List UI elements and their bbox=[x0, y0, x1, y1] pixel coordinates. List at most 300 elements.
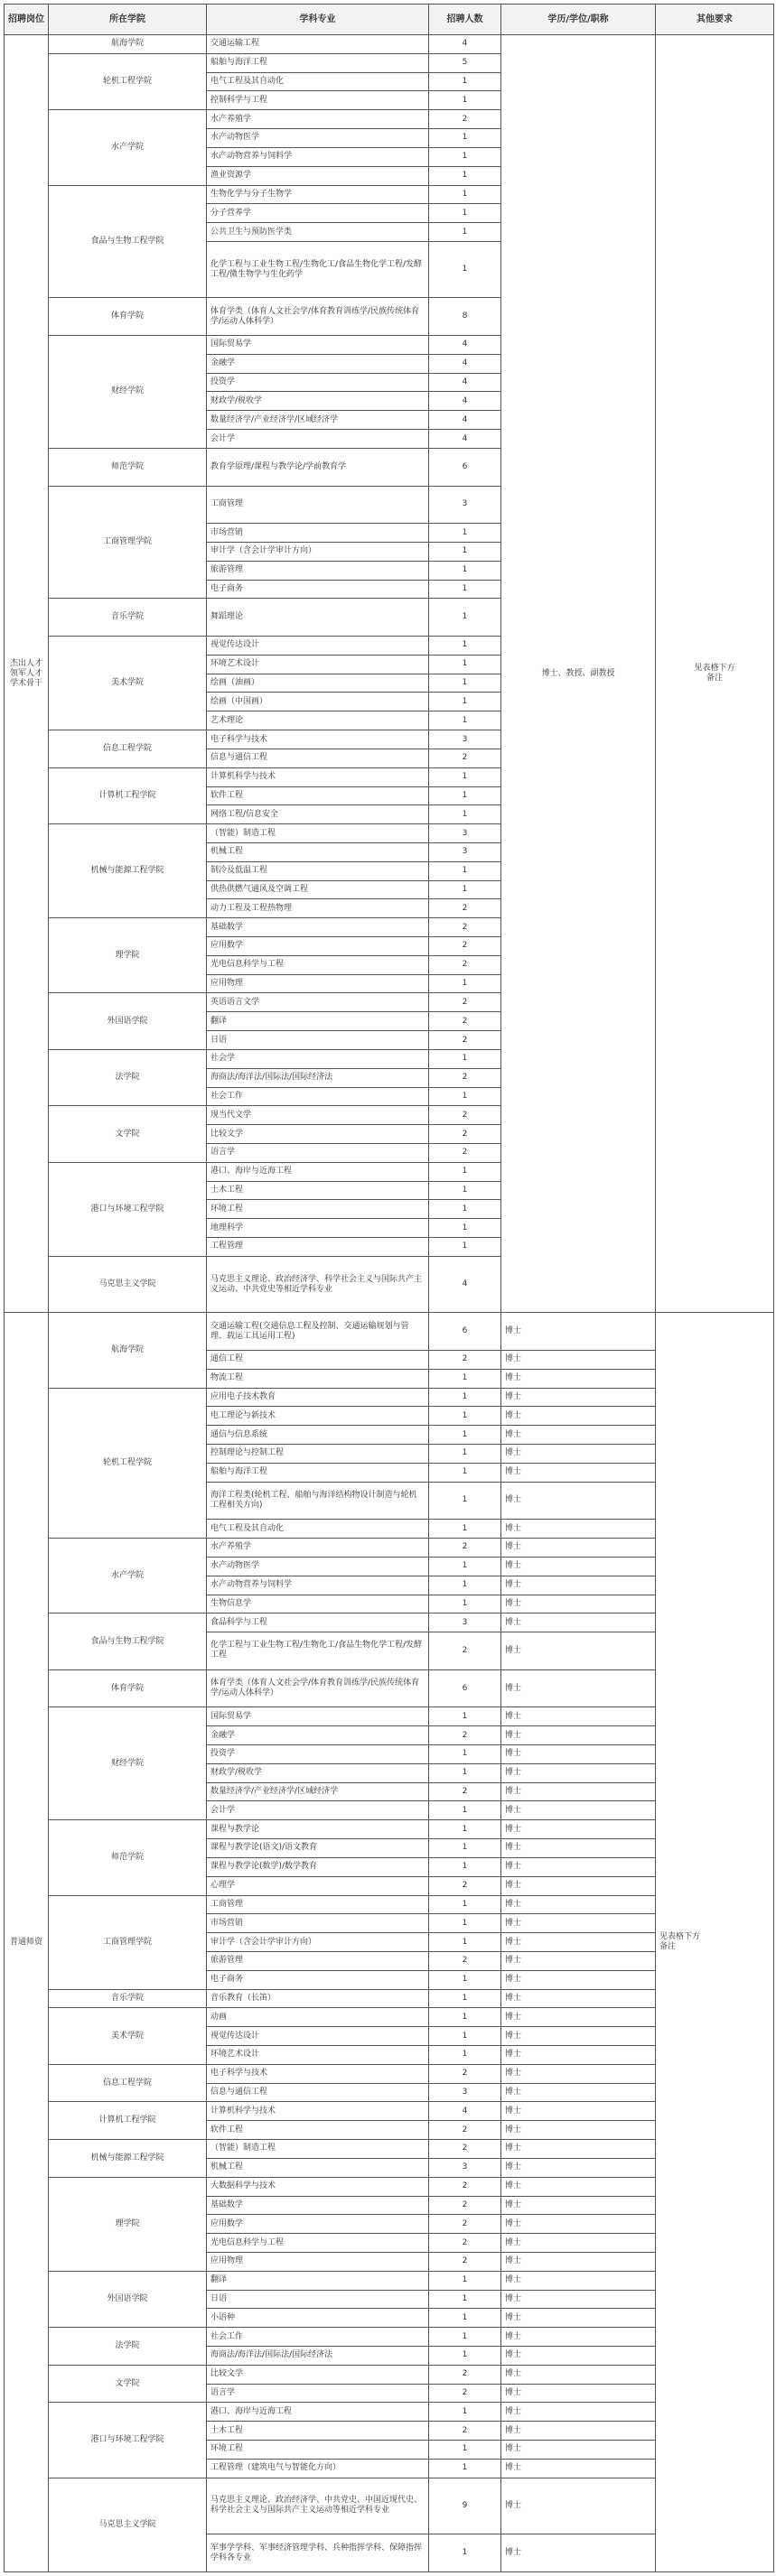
college-cell: 文学院 bbox=[49, 2365, 207, 2403]
major-cell: 心理学 bbox=[207, 1876, 429, 1895]
major-cell: 信息与通信工程 bbox=[207, 2083, 429, 2102]
major-cell: 会计学 bbox=[207, 1801, 429, 1820]
degree-cell: 博士 bbox=[501, 2196, 656, 2215]
degree-cell: 博士 bbox=[501, 2215, 656, 2234]
degree-cell: 博士 bbox=[501, 1801, 656, 1820]
college-cell: 工商管理学院 bbox=[49, 486, 207, 599]
major-cell: 马克思主义理论、政治经济学、中共党史、中国近现代史、科学社会主义与国际共产主义运动等相近学科专业 bbox=[207, 2478, 429, 2534]
degree-cell: 博士 bbox=[501, 2478, 656, 2534]
college-cell: 机械与能源工程学院 bbox=[49, 824, 207, 918]
major-cell: 金融学 bbox=[207, 1726, 429, 1745]
count-cell: 6 bbox=[429, 448, 501, 486]
major-cell: 光电信息科学与工程 bbox=[207, 955, 429, 974]
degree-cell: 博士 bbox=[501, 2441, 656, 2460]
college-cell: 外国语学院 bbox=[49, 993, 207, 1049]
college-cell: 航海学院 bbox=[49, 1313, 207, 1388]
header-row bbox=[5, 5, 774, 35]
college-cell: 音乐学院 bbox=[49, 599, 207, 637]
count-cell: 1 bbox=[429, 241, 501, 297]
count-cell: 4 bbox=[429, 336, 501, 355]
major-cell: 软件工程 bbox=[207, 786, 429, 805]
major-cell: 动力工程及工程热物理 bbox=[207, 899, 429, 918]
count-cell: 1 bbox=[429, 1369, 501, 1388]
count-cell: 2 bbox=[429, 2365, 501, 2384]
degree-cell: 博士 bbox=[501, 1951, 656, 1970]
college-cell: 理学院 bbox=[49, 918, 207, 993]
requirement-cell: 见表格下方 备注 bbox=[656, 1313, 774, 2572]
college-cell: 轮机工程学院 bbox=[49, 53, 207, 109]
count-cell: 1 bbox=[429, 974, 501, 993]
count-cell: 4 bbox=[429, 373, 501, 392]
count-cell: 1 bbox=[429, 2027, 501, 2046]
count-cell: 1 bbox=[429, 2271, 501, 2290]
major-cell: （智能）制造工程 bbox=[207, 2140, 429, 2159]
count-cell: 1 bbox=[429, 861, 501, 880]
major-cell: 水产动物营养与饲料学 bbox=[207, 147, 429, 166]
college-cell: 法学院 bbox=[49, 2328, 207, 2366]
table-row bbox=[5, 35, 774, 54]
count-cell: 2 bbox=[429, 2196, 501, 2215]
major-cell: 海商法/海洋法/国际法/国际经济法 bbox=[207, 2347, 429, 2366]
header-count: 招聘人数 bbox=[429, 5, 501, 35]
count-cell: 1 bbox=[429, 2008, 501, 2027]
count-cell: 1 bbox=[429, 637, 501, 656]
degree-cell: 博士 bbox=[501, 1763, 656, 1782]
count-cell: 3 bbox=[429, 824, 501, 843]
college-cell: 轮机工程学院 bbox=[49, 1388, 207, 1539]
count-cell: 2 bbox=[429, 1726, 501, 1745]
degree-cell: 博士 bbox=[501, 2290, 656, 2309]
major-cell: 软件工程 bbox=[207, 2121, 429, 2140]
count-cell: 2 bbox=[429, 2140, 501, 2159]
count-cell: 1 bbox=[429, 1801, 501, 1820]
degree-cell: 博士 bbox=[501, 1313, 656, 1351]
degree-cell: 博士 bbox=[501, 2102, 656, 2121]
count-cell: 2 bbox=[429, 2064, 501, 2083]
count-cell: 1 bbox=[429, 1763, 501, 1782]
count-cell: 3 bbox=[429, 730, 501, 749]
degree-cell: 博士 bbox=[501, 2027, 656, 2046]
college-cell: 马克思主义学院 bbox=[49, 1256, 207, 1312]
major-cell: 语言学 bbox=[207, 1143, 429, 1162]
major-cell: 日语 bbox=[207, 2290, 429, 2309]
count-cell: 3 bbox=[429, 1613, 501, 1632]
major-cell: 应用物理 bbox=[207, 2252, 429, 2271]
degree-cell: 博士 bbox=[501, 1933, 656, 1952]
major-cell: 音乐教育（长笛） bbox=[207, 1989, 429, 2008]
major-cell: 港口、海岸与近海工程 bbox=[207, 1162, 429, 1181]
degree-cell: 博士 bbox=[501, 2177, 656, 2196]
major-cell: 食品科学与工程 bbox=[207, 1613, 429, 1632]
major-cell: 工商管理 bbox=[207, 486, 429, 524]
major-cell: 旅游管理 bbox=[207, 561, 429, 580]
degree-cell: 博士 bbox=[501, 1782, 656, 1801]
degree-cell: 博士 bbox=[501, 1632, 656, 1670]
major-cell: 交通运输工程 bbox=[207, 35, 429, 54]
college-cell: 工商管理学院 bbox=[49, 1895, 207, 1989]
major-cell: 社会工作 bbox=[207, 2328, 429, 2347]
college-cell: 食品与生物工程学院 bbox=[49, 1613, 207, 1669]
degree-cell: 博士、教授、副教授 bbox=[501, 35, 656, 1313]
major-cell: 马克思主义理论、政治经济学、科学社会主义与国际共产主义运动、中共党史等相近学科专业 bbox=[207, 1256, 429, 1312]
count-cell: 1 bbox=[429, 1989, 501, 2008]
table-row bbox=[5, 1313, 774, 1351]
degree-cell: 博士 bbox=[501, 2234, 656, 2253]
college-cell: 外国语学院 bbox=[49, 2271, 207, 2327]
count-cell: 3 bbox=[429, 842, 501, 861]
major-cell: 绘画（中国画） bbox=[207, 693, 429, 711]
count-cell: 6 bbox=[429, 1313, 501, 1351]
major-cell: 数量经济学/产业经济学/区域经济学 bbox=[207, 411, 429, 430]
major-cell: 体育学类（体育人文社会学/体育教育训练学/民族传统体育学/运动人体科学） bbox=[207, 298, 429, 336]
major-cell: 生物信息学 bbox=[207, 1595, 429, 1613]
count-cell: 1 bbox=[429, 1388, 501, 1407]
major-cell: 电气工程及其自动化 bbox=[207, 72, 429, 91]
major-cell: 比较文学 bbox=[207, 2365, 429, 2384]
header-position: 招聘岗位 bbox=[5, 5, 49, 35]
major-cell: 土木工程 bbox=[207, 2422, 429, 2441]
major-cell: 电子商务 bbox=[207, 580, 429, 599]
count-cell: 2 bbox=[429, 1951, 501, 1970]
major-cell: 动画 bbox=[207, 2008, 429, 2027]
college-cell: 美术学院 bbox=[49, 637, 207, 730]
count-cell: 4 bbox=[429, 411, 501, 430]
count-cell: 4 bbox=[429, 430, 501, 449]
position-cell: 杰出人才 领军人才 学术骨干 bbox=[5, 35, 49, 1313]
count-cell: 1 bbox=[429, 1895, 501, 1914]
major-cell: 投资学 bbox=[207, 373, 429, 392]
major-cell: 控制科学与工程 bbox=[207, 91, 429, 110]
degree-cell: 博士 bbox=[501, 1613, 656, 1632]
count-cell: 1 bbox=[429, 1162, 501, 1181]
table-body bbox=[5, 35, 774, 2572]
college-cell: 体育学院 bbox=[49, 298, 207, 336]
degree-cell: 博士 bbox=[501, 2121, 656, 2140]
major-cell: 军事学学科、军事经济管理学科、兵种指挥学科、保障指挥学科各专业 bbox=[207, 2534, 429, 2572]
major-cell: 水产动物营养与饲料学 bbox=[207, 1576, 429, 1595]
major-cell: 体育学类（体育人文社会学/体育教育训练学/民族传统体育学/运动人体科学） bbox=[207, 1669, 429, 1707]
major-cell: 财政学/税收学 bbox=[207, 1763, 429, 1782]
major-cell: 审计学（含会计学审计方向） bbox=[207, 1933, 429, 1952]
degree-cell: 博士 bbox=[501, 1895, 656, 1914]
count-cell: 2 bbox=[429, 918, 501, 937]
count-cell: 1 bbox=[429, 561, 501, 580]
major-cell: 财政学/税收学 bbox=[207, 392, 429, 411]
major-cell: 通信与信息系统 bbox=[207, 1426, 429, 1445]
count-cell: 1 bbox=[429, 767, 501, 786]
count-cell: 1 bbox=[429, 880, 501, 899]
major-cell: 翻译 bbox=[207, 1012, 429, 1031]
degree-cell: 博士 bbox=[501, 2271, 656, 2290]
count-cell: 2 bbox=[429, 2252, 501, 2271]
major-cell: 应用物理 bbox=[207, 974, 429, 993]
degree-cell: 博士 bbox=[501, 1839, 656, 1858]
major-cell: 计算机科学与技术 bbox=[207, 767, 429, 786]
requirement-cell: 见表格下方 备注 bbox=[656, 35, 774, 1313]
count-cell: 1 bbox=[429, 1576, 501, 1595]
major-cell: 应用数学 bbox=[207, 2215, 429, 2234]
degree-cell: 博士 bbox=[501, 2534, 656, 2572]
count-cell: 4 bbox=[429, 354, 501, 373]
count-cell: 2 bbox=[429, 2234, 501, 2253]
count-cell: 1 bbox=[429, 91, 501, 110]
recruitment-table bbox=[4, 4, 774, 2572]
count-cell: 1 bbox=[429, 1049, 501, 1068]
major-cell: 制冷及低温工程 bbox=[207, 861, 429, 880]
major-cell: 公共卫生与预防医学类 bbox=[207, 223, 429, 242]
major-cell: 港口、海岸与近海工程 bbox=[207, 2403, 429, 2422]
count-cell: 1 bbox=[429, 1745, 501, 1764]
degree-cell: 博士 bbox=[501, 1914, 656, 1933]
college-cell: 法学院 bbox=[49, 1049, 207, 1105]
degree-cell: 博士 bbox=[501, 1520, 656, 1539]
major-cell: 船舶与海洋工程 bbox=[207, 53, 429, 72]
count-cell: 1 bbox=[429, 542, 501, 561]
degree-cell: 博士 bbox=[501, 1745, 656, 1764]
degree-cell: 博士 bbox=[501, 1539, 656, 1558]
count-cell: 1 bbox=[429, 674, 501, 693]
major-cell: 翻译 bbox=[207, 2271, 429, 2290]
degree-cell: 博士 bbox=[501, 2347, 656, 2366]
major-cell: 旅游管理 bbox=[207, 1951, 429, 1970]
college-cell: 理学院 bbox=[49, 2177, 207, 2271]
major-cell: 国际贸易学 bbox=[207, 336, 429, 355]
major-cell: 水产养殖学 bbox=[207, 110, 429, 129]
degree-cell: 博士 bbox=[501, 1726, 656, 1745]
college-cell: 港口与环境工程学院 bbox=[49, 1162, 207, 1256]
major-cell: 视觉传达设计 bbox=[207, 637, 429, 656]
degree-cell: 博士 bbox=[501, 1707, 656, 1726]
count-cell: 1 bbox=[429, 580, 501, 599]
major-cell: 环境工程 bbox=[207, 2441, 429, 2460]
major-cell: 工程管理 bbox=[207, 1238, 429, 1257]
count-cell: 2 bbox=[429, 2384, 501, 2403]
count-cell: 1 bbox=[429, 166, 501, 185]
count-cell: 1 bbox=[429, 1426, 501, 1445]
count-cell: 2 bbox=[429, 2177, 501, 2196]
count-cell: 1 bbox=[429, 1707, 501, 1726]
header-college: 所在学院 bbox=[49, 5, 207, 35]
major-cell: 英语语言文学 bbox=[207, 993, 429, 1012]
count-cell: 2 bbox=[429, 1350, 501, 1369]
college-cell: 马克思主义学院 bbox=[49, 2478, 207, 2571]
degree-cell: 博士 bbox=[501, 2008, 656, 2027]
degree-cell: 博士 bbox=[501, 1595, 656, 1613]
count-cell: 1 bbox=[429, 147, 501, 166]
major-cell: 绘画（油画） bbox=[207, 674, 429, 693]
count-cell: 1 bbox=[429, 1839, 501, 1858]
count-cell: 2 bbox=[429, 899, 501, 918]
college-cell: 计算机工程学院 bbox=[49, 767, 207, 823]
major-cell: 电子科学与技术 bbox=[207, 2064, 429, 2083]
count-cell: 3 bbox=[429, 486, 501, 524]
major-cell: 机械工程 bbox=[207, 842, 429, 861]
degree-cell: 博士 bbox=[501, 2083, 656, 2102]
degree-cell: 博士 bbox=[501, 1557, 656, 1576]
count-cell: 6 bbox=[429, 1669, 501, 1707]
count-cell: 4 bbox=[429, 35, 501, 54]
major-cell: 艺术理论 bbox=[207, 711, 429, 730]
major-cell: 电子科学与技术 bbox=[207, 730, 429, 749]
count-cell: 2 bbox=[429, 2422, 501, 2441]
degree-cell: 博士 bbox=[501, 1989, 656, 2008]
college-cell: 计算机工程学院 bbox=[49, 2102, 207, 2140]
major-cell: 船舶与海洋工程 bbox=[207, 1463, 429, 1482]
major-cell: 分子营养学 bbox=[207, 204, 429, 223]
major-cell: 课程与教学论(语文)/语文教育 bbox=[207, 1839, 429, 1858]
degree-cell: 博士 bbox=[501, 2422, 656, 2441]
degree-cell: 博士 bbox=[501, 1820, 656, 1839]
count-cell: 5 bbox=[429, 53, 501, 72]
header-major: 学科专业 bbox=[207, 5, 429, 35]
count-cell: 1 bbox=[429, 2309, 501, 2328]
count-cell: 1 bbox=[429, 805, 501, 824]
major-cell: 教育学原理/课程与教学论/学前教育学 bbox=[207, 448, 429, 486]
college-cell: 师范学院 bbox=[49, 1820, 207, 1895]
major-cell: 计算机科学与技术 bbox=[207, 2102, 429, 2121]
count-cell: 1 bbox=[429, 2347, 501, 2366]
degree-cell: 博士 bbox=[501, 1369, 656, 1388]
count-cell: 2 bbox=[429, 1143, 501, 1162]
count-cell: 2 bbox=[429, 2121, 501, 2140]
major-cell: 基础数学 bbox=[207, 918, 429, 937]
header-requirement: 其他要求 bbox=[656, 5, 774, 35]
count-cell: 1 bbox=[429, 1087, 501, 1106]
major-cell: 控制理论与控制工程 bbox=[207, 1445, 429, 1464]
count-cell: 1 bbox=[429, 223, 501, 242]
degree-cell: 博士 bbox=[501, 2328, 656, 2347]
major-cell: 投资学 bbox=[207, 1745, 429, 1764]
major-cell: 电子商务 bbox=[207, 1970, 429, 1989]
count-cell: 1 bbox=[429, 204, 501, 223]
major-cell: 水产养殖学 bbox=[207, 1539, 429, 1558]
major-cell: 审计学（含会计学审计方向） bbox=[207, 542, 429, 561]
count-cell: 1 bbox=[429, 1238, 501, 1257]
major-cell: 基础数学 bbox=[207, 2196, 429, 2215]
count-cell: 1 bbox=[429, 1595, 501, 1613]
count-cell: 2 bbox=[429, 1632, 501, 1670]
count-cell: 1 bbox=[429, 2459, 501, 2478]
count-cell: 4 bbox=[429, 1256, 501, 1312]
degree-cell: 博士 bbox=[501, 1876, 656, 1895]
count-cell: 2 bbox=[429, 1031, 501, 1050]
count-cell: 1 bbox=[429, 1181, 501, 1200]
major-cell: 环境工程 bbox=[207, 1200, 429, 1219]
count-cell: 1 bbox=[429, 693, 501, 711]
degree-cell: 博士 bbox=[501, 1576, 656, 1595]
count-cell: 1 bbox=[429, 1970, 501, 1989]
major-cell: 物流工程 bbox=[207, 1369, 429, 1388]
college-cell: 航海学院 bbox=[49, 35, 207, 54]
college-cell: 体育学院 bbox=[49, 1669, 207, 1707]
major-cell: 现当代文学 bbox=[207, 1106, 429, 1125]
count-cell: 1 bbox=[429, 599, 501, 637]
college-cell: 港口与环境工程学院 bbox=[49, 2403, 207, 2478]
count-cell: 3 bbox=[429, 2083, 501, 2102]
degree-cell: 博士 bbox=[501, 1426, 656, 1445]
degree-cell: 博士 bbox=[501, 1669, 656, 1707]
count-cell: 2 bbox=[429, 1539, 501, 1558]
degree-cell: 博士 bbox=[501, 2459, 656, 2478]
count-cell: 1 bbox=[429, 1200, 501, 1219]
position-cell: 普通师资 bbox=[5, 1313, 49, 2572]
major-cell: 环境艺术设计 bbox=[207, 2046, 429, 2065]
degree-cell: 博士 bbox=[501, 2158, 656, 2177]
college-cell: 水产学院 bbox=[49, 1539, 207, 1613]
major-cell: 舞蹈理论 bbox=[207, 599, 429, 637]
major-cell: 土木工程 bbox=[207, 1181, 429, 1200]
major-cell: 工程管理（建筑电气与智能化方向） bbox=[207, 2459, 429, 2478]
count-cell: 1 bbox=[429, 1407, 501, 1426]
major-cell: 课程与教学论(数学)/数学教育 bbox=[207, 1857, 429, 1876]
count-cell: 1 bbox=[429, 655, 501, 674]
college-cell: 财经学院 bbox=[49, 1707, 207, 1820]
major-cell: 视觉传达设计 bbox=[207, 2027, 429, 2046]
degree-cell: 博士 bbox=[501, 1388, 656, 1407]
college-cell: 信息工程学院 bbox=[49, 730, 207, 768]
count-cell: 1 bbox=[429, 711, 501, 730]
degree-cell: 博士 bbox=[501, 1970, 656, 1989]
college-cell: 食品与生物工程学院 bbox=[49, 185, 207, 298]
college-cell: 水产学院 bbox=[49, 110, 207, 185]
count-cell: 1 bbox=[429, 1219, 501, 1238]
count-cell: 1 bbox=[429, 1445, 501, 1464]
count-cell: 2 bbox=[429, 1068, 501, 1087]
degree-cell: 博士 bbox=[501, 2403, 656, 2422]
major-cell: 水产动物医学 bbox=[207, 129, 429, 148]
count-cell: 1 bbox=[429, 2046, 501, 2065]
major-cell: 海洋工程类(轮机工程、船舶与海洋结构物设计制造与轮机工程相关方向) bbox=[207, 1482, 429, 1520]
major-cell: 网络工程/信息安全 bbox=[207, 805, 429, 824]
major-cell: 机械工程 bbox=[207, 2158, 429, 2177]
major-cell: 小语种 bbox=[207, 2309, 429, 2328]
major-cell: 环境艺术设计 bbox=[207, 655, 429, 674]
major-cell: 国际贸易学 bbox=[207, 1707, 429, 1726]
degree-cell: 博士 bbox=[501, 2046, 656, 2065]
count-cell: 1 bbox=[429, 1482, 501, 1520]
degree-cell: 博士 bbox=[501, 1445, 656, 1464]
major-cell: 渔业资源学 bbox=[207, 166, 429, 185]
count-cell: 2 bbox=[429, 1782, 501, 1801]
count-cell: 1 bbox=[429, 2403, 501, 2422]
major-cell: 社会学 bbox=[207, 1049, 429, 1068]
count-cell: 1 bbox=[429, 185, 501, 204]
count-cell: 1 bbox=[429, 2441, 501, 2460]
count-cell: 2 bbox=[429, 1106, 501, 1125]
major-cell: 工商管理 bbox=[207, 1895, 429, 1914]
count-cell: 1 bbox=[429, 2534, 501, 2572]
count-cell: 2 bbox=[429, 1125, 501, 1144]
count-cell: 2 bbox=[429, 955, 501, 974]
major-cell: 市场营销 bbox=[207, 1914, 429, 1933]
college-cell: 师范学院 bbox=[49, 448, 207, 486]
count-cell: 2 bbox=[429, 749, 501, 767]
college-cell: 信息工程学院 bbox=[49, 2064, 207, 2102]
degree-cell: 博士 bbox=[501, 2140, 656, 2159]
major-cell: 交通运输工程(交通信息工程及控制、交通运输规划与管理、载运工具运用工程) bbox=[207, 1313, 429, 1351]
degree-cell: 博士 bbox=[501, 2309, 656, 2328]
major-cell: 比较文学 bbox=[207, 1125, 429, 1144]
major-cell: （智能）制造工程 bbox=[207, 824, 429, 843]
college-cell: 财经学院 bbox=[49, 336, 207, 449]
major-cell: 海商法/海洋法/国际法/国际经济法 bbox=[207, 1068, 429, 1087]
college-cell: 机械与能源工程学院 bbox=[49, 2140, 207, 2178]
count-cell: 2 bbox=[429, 993, 501, 1012]
major-cell: 地理科学 bbox=[207, 1219, 429, 1238]
count-cell: 1 bbox=[429, 72, 501, 91]
count-cell: 1 bbox=[429, 1857, 501, 1876]
count-cell: 2 bbox=[429, 1012, 501, 1031]
